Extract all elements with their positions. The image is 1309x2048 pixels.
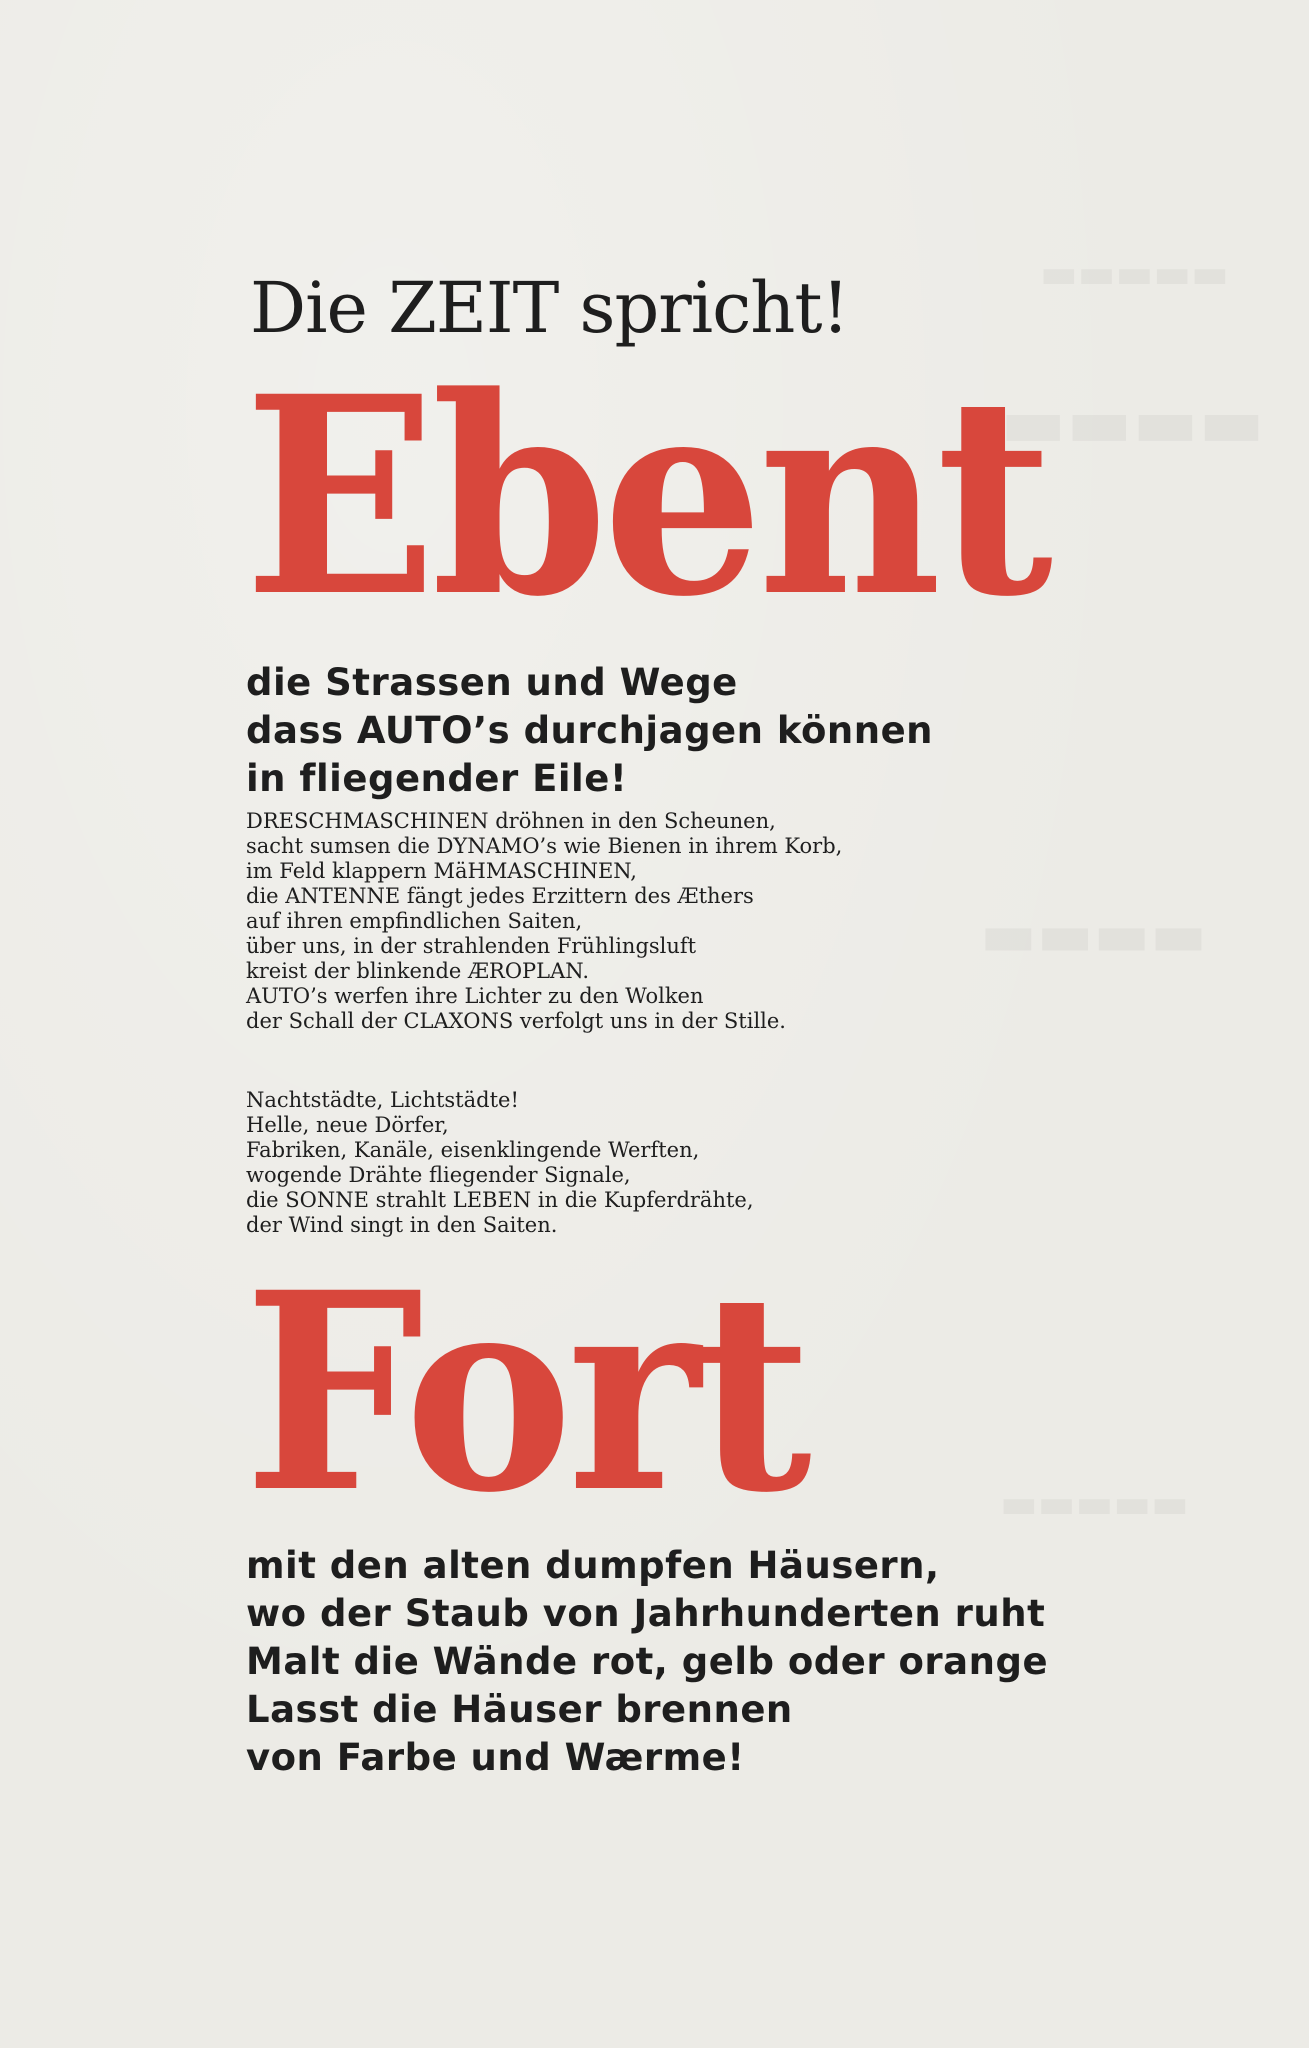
show-through-texture: ▬▬▬▬ xyxy=(980,900,1207,970)
verse-line: die ANTENNE fängt jedes Erzittern des Æthers xyxy=(246,884,754,908)
verse-line: Lasst die Häuser brennen xyxy=(246,1688,793,1731)
verse-line: AUTO’s werfen ihre Lichter zu den Wolken xyxy=(246,984,704,1008)
verse-line: DRESCHMASCHINEN dröhnen in den Scheunen, xyxy=(246,809,776,833)
verse-line: Helle, neue Dörfer, xyxy=(246,1113,449,1137)
show-through-texture: ▬▬▬▬ xyxy=(1000,380,1265,463)
verse-line: dass AUTO’s durchjagen können xyxy=(246,709,934,752)
verse-block-2 xyxy=(246,809,842,1034)
verse-line: wogende Drähte fliegender Signale, xyxy=(246,1163,631,1187)
verse-line: die Strassen und Wege xyxy=(246,661,738,704)
poster-title: Die ZEIT spricht! xyxy=(250,267,849,349)
verse-block-3 xyxy=(246,1088,754,1238)
verse-line: in fliegender Eile! xyxy=(246,757,628,800)
verse-line: auf ihren empfindlichen Saiten, xyxy=(246,909,583,933)
verse-line: die SONNE strahlt LEBEN in die Kupferdrähte, xyxy=(246,1188,754,1212)
verse-block-1 xyxy=(246,659,933,803)
verse-line: kreist der blinkende ÆROPLAN. xyxy=(246,959,590,983)
verse-line: über uns, in der strahlenden Frühlingsluft xyxy=(246,934,697,958)
show-through-texture: ▬▬▬▬▬ xyxy=(1040,250,1229,297)
verse-line: wo der Staub von Jahrhunderten ruht xyxy=(246,1592,1046,1635)
verse-line: sacht sumsen die DYNAMO’s wie Bienen in ihrem Korb, xyxy=(246,834,843,858)
verse-line: mit den alten dumpfen Häusern, xyxy=(246,1544,940,1587)
headline-fort: Fort xyxy=(244,1234,807,1553)
verse-line: der Wind singt in den Saiten. xyxy=(246,1213,558,1237)
verse-line: von Farbe und Wærme! xyxy=(246,1736,745,1779)
headline-ebent: Ebent xyxy=(244,338,1048,657)
verse-block-4 xyxy=(246,1542,1048,1782)
show-through-texture: ▬▬▬▬▬ xyxy=(1000,1480,1189,1527)
verse-line: der Schall der CLAXONS verfolgt uns in der Stille. xyxy=(246,1009,786,1033)
verse-line: Fabriken, Kanäle, eisenklingende Werften, xyxy=(246,1138,700,1162)
verse-line: im Feld klappern MäHMASCHINEN, xyxy=(246,859,637,883)
verse-line: Nachtstädte, Lichtstädte! xyxy=(246,1088,519,1112)
verse-line: Malt die Wände rot, gelb oder orange xyxy=(246,1640,1049,1683)
